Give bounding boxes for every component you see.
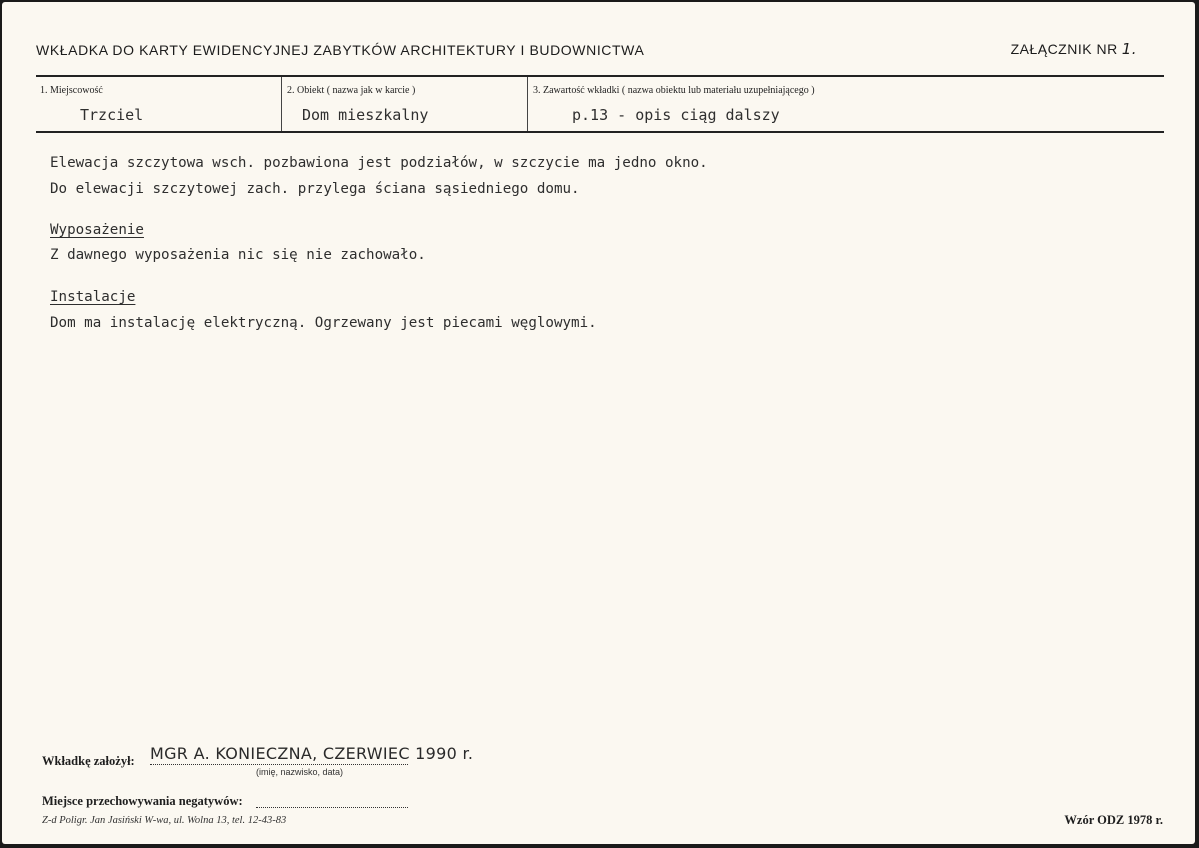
- section-text-furnishings: Z dawnego wyposażenia nic się nie zachowało.: [50, 247, 426, 263]
- section-text-installations: Dom ma instalację elektryczną. Ogrzewany jest piecami węglowymi.: [50, 315, 597, 331]
- field-label-locality: 1. Miejscowość: [40, 85, 103, 96]
- field-separator: [281, 77, 282, 131]
- field-value-contents: p.13 - opis ciąg dalszy: [572, 106, 780, 124]
- header-rule-top: [36, 75, 1164, 77]
- negatives-dotted-line: [256, 795, 408, 808]
- header-rule-bottom: [36, 131, 1164, 133]
- author-signature: MGR A. KONIECZNA, CZERWIEC 1990 r.: [150, 744, 474, 763]
- field-label-contents: 3. Zawartość wkładki ( nazwa obiektu lub materiału uzupełniającego ): [533, 85, 815, 96]
- negatives-label: Miejsce przechowywania negatywów:: [42, 794, 243, 808]
- section-heading-furnishings: Wyposażenie: [50, 222, 144, 238]
- field-label-object: 2. Obiekt ( nazwa jak w karcie ): [287, 85, 416, 96]
- form-title: WKŁADKA DO KARTY EWIDENCYJNEJ ZABYTKÓW ARCHITEKTURY I BUDOWNICTWA: [36, 42, 645, 58]
- author-caption: (imię, nazwisko, data): [256, 767, 344, 777]
- field-value-locality: Trzciel: [80, 106, 144, 124]
- field-value-object: Dom mieszkalny: [302, 106, 429, 124]
- section-heading-installations: Instalacje: [50, 289, 136, 305]
- author-label: Wkładkę założył:: [42, 754, 135, 768]
- annex-number-value: 1.: [1121, 40, 1137, 58]
- record-card: [2, 2, 1195, 844]
- printer-imprint: Z-d Poligr. Jan Jasiński W-wa, ul. Wolna 13, tel. 12-43-83: [42, 815, 287, 826]
- annex-number: [1011, 40, 1137, 58]
- body-line: Do elewacji szczytowej zach. przylega ściana sąsiedniego domu.: [50, 181, 580, 197]
- form-version: Wzór ODZ 1978 r.: [1064, 813, 1163, 827]
- body-line: Elewacja szczytowa wsch. pozbawiona jest podziałów, w szczycie ma jedno okno.: [50, 155, 708, 171]
- field-separator: [527, 77, 528, 131]
- annex-label: ZAŁĄCZNIK NR: [1010, 41, 1118, 57]
